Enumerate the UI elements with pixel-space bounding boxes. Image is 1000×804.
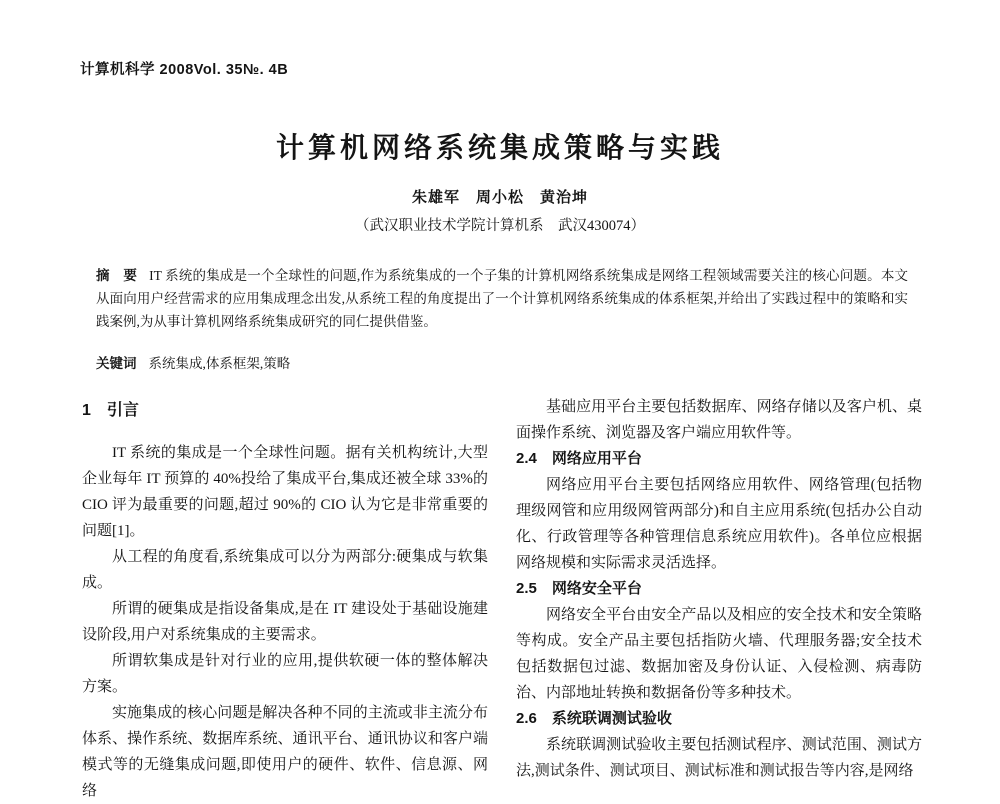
section-heading-network-security-platform: 2.5 网络安全平台 [516,580,642,597]
abstract-text: IT 系统的集成是一个全球性的问题,作为系统集成的一个子集的计算机网络系统集成是网络工程领域需要关注的核心问题。本文从面向用户经营需求的应用集成理念出发,从系统工程的角度提出了一个计算机网络系统集成的体系框架,并给出了实践过程中的策略和实践案例,为从事计算机网络系统集成研究的同仁提供借鉴。 [96,268,909,329]
left-paragraph: 实施集成的核心问题是解决各种不同的主流或非主流分布体系、操作系统、数据库系统、通讯平台、通讯协议和客户端模式等的无缝集成问题,即使用户的硬件、软件、信息源、网络 [82,705,488,799]
right-paragraph: 系统联调测试验收主要包括测试程序、测试范围、测试方法,测试条件、测试项目、测试标准和测试报告等内容,是网络 [516,737,922,779]
right-paragraph: 网络安全平台由安全产品以及相应的安全技术和安全策略等构成。安全产品主要包括指防火墙、代理服务器;安全技术包括数据包过滤、数据加密及身份认证、入侵检测、病毒防治、内部地址转换和数据备份等多种技术。 [516,607,922,701]
affiliation: （武汉职业技术学院计算机系 武汉430074） [355,218,645,234]
keywords-text: 系统集成,体系框架,策略 [148,356,291,371]
section-heading-system-test-acceptance: 2.6 系统联调测试验收 [516,710,672,727]
journal-header: 计算机科学 2008Vol. 35№. 4B [80,62,289,78]
right-paragraph: 基础应用平台主要包括数据库、网络存储以及客户机、桌面操作系统、浏览器及客户端应用软件等。 [516,399,922,441]
left-paragraph: IT 系统的集成是一个全球性问题。据有关机构统计,大型企业每年 IT 预算的 40%投给了集成平台,集成还被全球 33%的 CIO 评为最重要的问题,超过 90%的 CIO 认为它是非常重要的问题[1]。 [82,445,488,539]
abstract-block [96,264,908,333]
left-paragraph: 所谓的硬集成是指设备集成,是在 IT 建设处于基础设施建设阶段,用户对系统集成的主要需求。 [82,601,488,643]
abstract-label: 摘 要 [96,268,138,283]
keywords-label: 关键词 [96,356,137,371]
left-paragraph: 所谓软集成是针对行业的应用,提供软硬一体的整体解决方案。 [82,653,488,695]
keywords-block [96,352,908,372]
paper-title: 计算机网络系统集成策略与实践 [275,132,724,163]
left-paragraph: 从工程的角度看,系统集成可以分为两部分:硬集成与软集成。 [82,549,488,591]
section-heading-network-application-platform: 2.4 网络应用平台 [516,450,642,467]
section-heading-introduction: 1 引言 [82,402,139,419]
left-column [82,394,488,804]
right-paragraph: 网络应用平台主要包括网络应用软件、网络管理(包括物理级网管和应用级网管两部分)和自主应用系统(包括办公自动化、行政管理等各种管理信息系统应用软件)。各单位应根据网络规模和实际需求灵活选择。 [516,477,922,571]
two-column-body [82,394,922,804]
right-column [516,394,922,804]
authors: 朱雄军 周小松 黄治坤 [411,189,588,206]
